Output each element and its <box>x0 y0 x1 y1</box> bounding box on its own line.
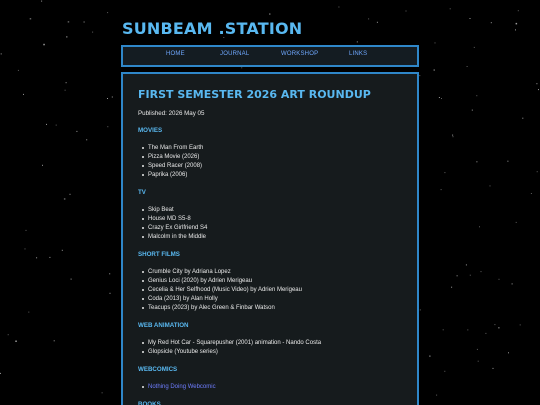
section-heading-short-films: SHORT FILMS <box>138 251 180 258</box>
section-heading-webcomics: WEBCOMICS <box>138 366 178 373</box>
nav-link-links[interactable]: LINKS <box>349 51 368 57</box>
nav-bar <box>121 45 419 67</box>
list-item: Crazy Ex Girlfriend S4 <box>148 225 208 231</box>
list-item: The Man From Earth <box>148 145 204 151</box>
list-item: Teacups (2023) by Alec Green & Finbar Watson <box>148 305 275 311</box>
list-item: Paprika (2006) <box>148 172 188 178</box>
list-item: Speed Racer (2008) <box>148 163 203 169</box>
list-item: Crumble City by Adriana Lopez <box>148 269 231 275</box>
list-item: Cecelia & Her Selfhood (Music Video) by Adrien Merigeau <box>148 287 302 293</box>
section-heading-web-animation: WEB ANIMATION <box>138 322 189 329</box>
section-heading-tv: TV <box>138 189 146 196</box>
list-item: Malcolm in the Middle <box>148 234 207 240</box>
list-item: House MD S5-8 <box>148 216 191 222</box>
post-panel <box>121 72 419 405</box>
list-item: Skip Beat <box>148 207 174 213</box>
webcomic-link[interactable]: Nothing Doing Webcomic <box>148 384 216 390</box>
nav-link-home[interactable]: HOME <box>166 51 185 57</box>
post-title: FIRST SEMESTER 2026 ART ROUNDUP <box>138 88 371 101</box>
nav-link-journal[interactable]: JOURNAL <box>220 51 250 57</box>
list-item: My Red Hot Car - Squarepusher (2001) animation - Nando Costa <box>148 340 322 346</box>
nav-link-workshop[interactable]: WORKSHOP <box>281 51 319 57</box>
list-item: Pizza Movie (2026) <box>148 154 200 160</box>
section-heading-movies: MOVIES <box>138 127 163 134</box>
list-item: Coda (2013) by Alan Holly <box>148 296 218 302</box>
list-item: Genius Loci (2020) by Adrien Merigeau <box>148 278 253 284</box>
published-date: Published: 2026 May 05 <box>138 110 205 117</box>
section-heading-books: BOOKS <box>138 401 161 405</box>
list-item <box>148 383 216 391</box>
list-item: Glopsicle (Youtube series) <box>148 349 218 355</box>
site-title[interactable]: SUNBEAM .STATION <box>122 19 303 38</box>
